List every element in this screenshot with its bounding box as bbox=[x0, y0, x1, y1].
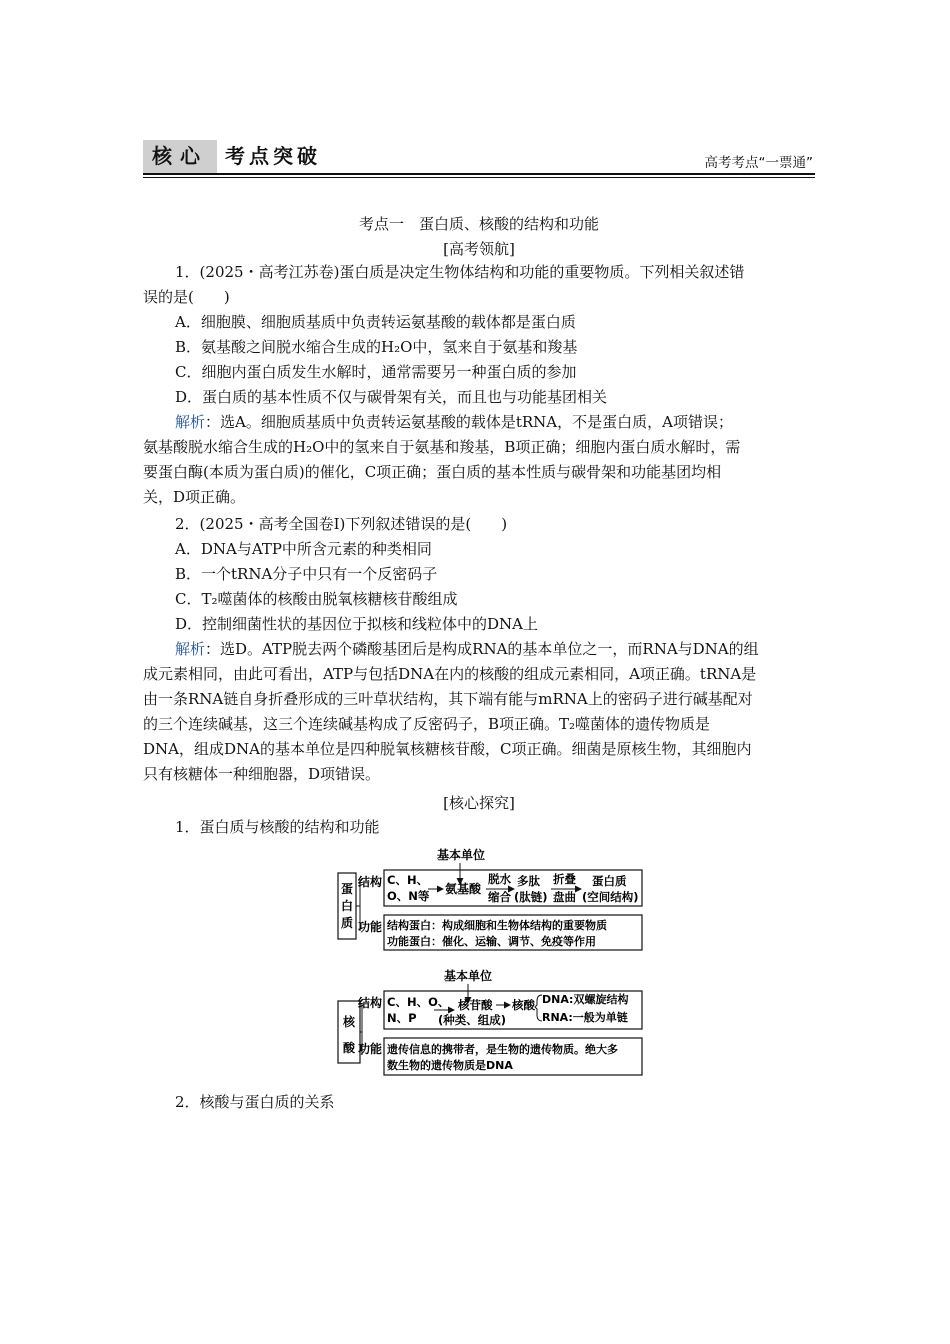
q1-analysis-line2: 氨基酸脱水缩合生成的H₂O中的氢来自于氨基和羧基，B项正确；细胞内蛋白质水解时，需 bbox=[143, 438, 741, 456]
d1-fold-1: 折叠 bbox=[553, 872, 576, 886]
d2-nuc-2: (种类、组成) bbox=[438, 1013, 507, 1027]
q1-analysis-line4: 关，D项正确。 bbox=[143, 488, 246, 506]
q1-option-d: D．蛋白质的基本性质不仅与碳骨架有关，而且也与功能基团相关 bbox=[175, 388, 608, 406]
q2-analysis-line2: 成元素相同，由此可看出，ATP与包括DNA在内的核酸的组成元素相同，A项正确。tRNA是 bbox=[143, 665, 757, 683]
q2-stem: 2．(2025・高考全国卷Ⅰ)下列叙述错误的是( ) bbox=[175, 515, 508, 533]
d1-dehyd-2: 缩合 bbox=[488, 890, 511, 904]
question-1 bbox=[143, 260, 808, 510]
section-header bbox=[143, 140, 815, 174]
q2-analysis-label: 解析 bbox=[175, 640, 206, 658]
d1-prot-2: (空间结构) bbox=[582, 890, 639, 904]
d1-side-1: 蛋 bbox=[341, 882, 354, 896]
nucleic-acid-diagram bbox=[330, 965, 650, 1080]
item-2-text: 2．核酸与蛋白质的关系 bbox=[175, 1093, 335, 1111]
d2-dna: DNA:双螺旋结构 bbox=[542, 993, 629, 1006]
d1-dehyd-1: 脱水 bbox=[488, 872, 511, 886]
d1-func-2: 功能蛋白：催化、运输、调节、免疫等作用 bbox=[387, 935, 596, 948]
q2-analysis-line5: DNA，组成DNA的基本单位是四种脱氧核糖核苷酸，C项正确。细菌是原核生物，其细胞内 bbox=[143, 740, 752, 758]
d2-func-2: 数生物的遗传物质是DNA bbox=[387, 1059, 513, 1072]
d1-func-1: 结构蛋白：构成细胞和生物体结构的重要物质 bbox=[387, 919, 607, 932]
d2-side-1: 核 bbox=[343, 1015, 356, 1029]
d1-side-2: 白 bbox=[341, 899, 354, 913]
q1-stem-line1: 1．(2025・高考江苏卷)蛋白质是决定生物体结构和功能的重要物质。下列相关叙述错 bbox=[175, 263, 745, 281]
question-2 bbox=[143, 512, 808, 787]
q2-option-b: B．一个tRNA分子中只有一个反密码子 bbox=[175, 565, 438, 583]
header-tab: 核心 bbox=[143, 140, 217, 173]
d2-top-label: 基本单位 bbox=[444, 969, 493, 983]
header-right-label: 高考考点“一票通” bbox=[704, 155, 813, 171]
header-rule-thin bbox=[143, 177, 815, 178]
q1-option-c: C．细胞内蛋白质发生水解时，通常需要另一种蛋白质的参加 bbox=[175, 363, 577, 381]
q2-option-a: A．DNA与ATP中所含元素的种类相同 bbox=[175, 540, 432, 558]
d1-func-label: 功能 bbox=[358, 920, 383, 934]
q2-option-c: C．T₂噬菌体的核酸由脱氧核糖核苷酸组成 bbox=[175, 590, 458, 608]
subsection-core: [核心探究] bbox=[443, 794, 515, 812]
d2-rna: RNA:一般为单链 bbox=[542, 1011, 628, 1024]
q2-analysis-line6: 只有核糖体一种细胞器，D项错误。 bbox=[143, 765, 381, 783]
d2-elem-2: N、P bbox=[387, 1011, 417, 1025]
d1-side-3: 质 bbox=[341, 916, 354, 930]
q1-option-b: B．氨基酸之间脱水缩合生成的H₂O中，氢来自于氨基和羧基 bbox=[175, 338, 578, 356]
protein-diagram bbox=[330, 843, 650, 958]
item-1-text: 1．蛋白质与核酸的结构和功能 bbox=[175, 818, 380, 836]
d2-func-label: 功能 bbox=[358, 1042, 383, 1056]
item-2-heading bbox=[143, 1090, 808, 1115]
d2-side-2: 酸 bbox=[343, 1041, 356, 1055]
q1-analysis-line3: 要蛋白酶(本质为蛋白质)的催化，C项正确；蛋白质的基本性质与碳骨架和功能基团均相 bbox=[143, 463, 722, 481]
q1-analysis-line1 bbox=[143, 410, 808, 435]
d1-prot-1: 蛋白质 bbox=[592, 874, 627, 888]
d2-nuc-1: 核苷酸 bbox=[458, 998, 493, 1012]
d1-fold-2: 盘曲 bbox=[553, 890, 576, 904]
item-1-heading bbox=[143, 815, 808, 840]
d1-struct-label: 结构 bbox=[358, 875, 383, 889]
d1-elem-1: C、H、 bbox=[387, 873, 429, 887]
d2-brace bbox=[535, 995, 542, 1021]
d1-top-label: 基本单位 bbox=[437, 848, 486, 862]
q2-option-d: D．控制细菌性状的基因位于拟核和线粒体中的DNA上 bbox=[175, 615, 539, 633]
q2-analysis-text1: ：选D。ATP脱去两个磷酸基团后是构成RNA的基本单位之一，而RNA与DNA的组 bbox=[205, 640, 759, 658]
d1-poly-2: (肽链) bbox=[514, 890, 548, 904]
q1-analysis-text1: ：选A。细胞质基质中负责转运氨基酸的载体是tRNA，不是蛋白质，A项错误； bbox=[205, 413, 733, 431]
q1-option-a: A．细胞膜、细胞质基质中负责转运氨基酸的载体都是蛋白质 bbox=[175, 313, 576, 331]
d2-struct-label: 结构 bbox=[358, 996, 383, 1010]
d2-func-1: 遗传信息的携带者，是生物的遗传物质。绝大多 bbox=[387, 1043, 618, 1056]
subsection-gaokao: [高考领航] bbox=[443, 240, 515, 258]
d1-poly-1: 多肽 bbox=[517, 874, 540, 888]
q2-analysis-line3: 由一条RNA链自身折叠形成的三叶草状结构，其下端有能与mRNA上的密码子进行碱基配对 bbox=[143, 690, 753, 708]
d1-amino-acid: 氨基酸 bbox=[445, 882, 482, 896]
d2-elem-1: C、H、O、 bbox=[387, 995, 450, 1009]
d1-elem-2: O、N等 bbox=[387, 889, 430, 903]
section-title: 考点一 蛋白质、核酸的结构和功能 bbox=[358, 215, 599, 233]
q2-analysis-line4: 的三个连续碱基，这三个连续碱基构成了反密码子，B项正确。T₂噬菌体的遗传物质是 bbox=[143, 715, 711, 733]
header-title: 考点突破 bbox=[225, 144, 321, 168]
d2-nucleic-acid: 核酸 bbox=[512, 998, 535, 1012]
q2-analysis-line1 bbox=[143, 637, 808, 662]
q1-stem-line2: 误的是( ) bbox=[143, 288, 230, 306]
header-rule-thick bbox=[143, 173, 815, 175]
q1-analysis-label: 解析 bbox=[175, 413, 206, 431]
